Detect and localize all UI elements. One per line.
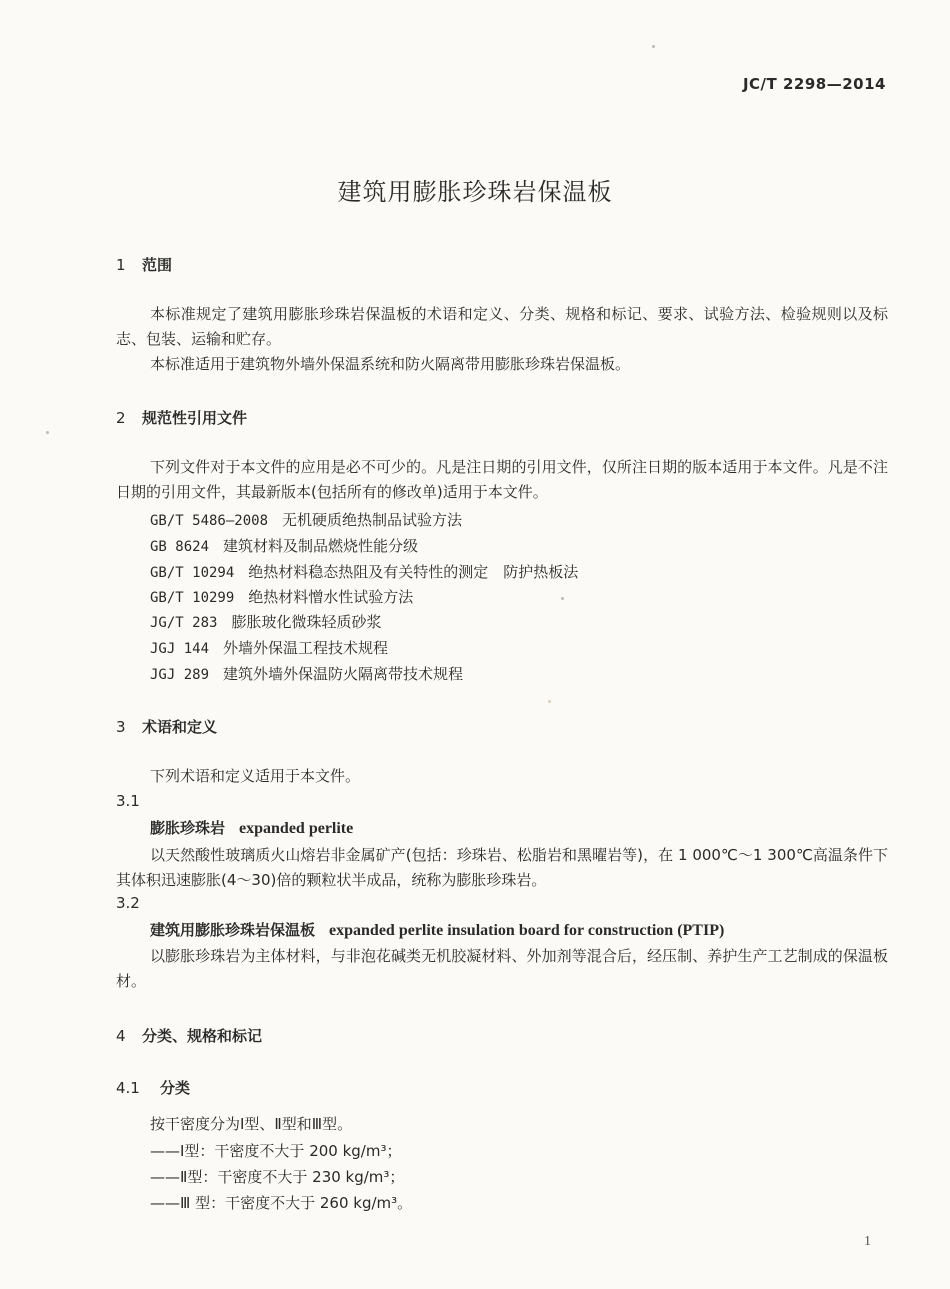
scan-speck [46,431,49,434]
section-3-intro: 下列术语和定义适用于本文件。 [150,767,361,785]
scan-speck [561,597,564,600]
scan-speck [652,45,655,48]
reference-title: 建筑外墙外保温防火隔离带技术规程 [223,665,464,683]
section-1-paragraph-1: 本标准规定了建筑用膨胀珍珠岩保温板的术语和定义、分类、规格和标记、要求、试验方法、检验规则以及标志、包装、运输和贮存。 [116,305,888,348]
term-3-2-heading [150,919,724,940]
page-number: 1 [864,1234,871,1249]
standard-code: JC/T 2298—2014 [742,75,886,93]
reference-title: 绝热材料憎水性试验方法 [248,588,414,606]
reference-item [150,561,578,582]
reference-code: GB/T 10299 [150,590,235,606]
section-1-heading [116,254,172,275]
section-3-number: 3 [116,718,126,736]
reference-code: GB 8624 [150,539,210,555]
subsection-4-1-heading [116,1077,190,1098]
reference-code: GB/T 10294 [150,565,235,581]
reference-item [150,611,381,632]
scan-speck [548,700,551,703]
section-4-heading [116,1025,262,1046]
reference-title: 绝热材料稳态热阻及有关特性的测定 防护热板法 [248,563,579,581]
term-3-1-chinese: 膨胀珍珠岩 [150,819,226,837]
classification-item: ——Ⅲ 型：干密度不大于 260 kg/m³。 [150,1194,413,1212]
section-3-title: 术语和定义 [142,718,218,736]
term-3-2-chinese: 建筑用膨胀珍珠岩保温板 [150,921,316,939]
term-3-1-number: 3.1 [116,792,140,810]
reference-title: 外墙外保温工程技术规程 [223,639,389,657]
reference-item [150,663,463,684]
section-4-number: 4 [116,1027,126,1045]
reference-code: JGJ 289 [150,667,210,683]
term-3-2-definition: 以膨胀珍珠岩为主体材料，与非泡花碱类无机胶凝材料、外加剂等混合后，经压制、养护生产工艺制成的保温板材。 [116,947,888,990]
reference-title: 膨胀玻化微珠轻质砂浆 [231,613,382,631]
reference-title: 无机硬质绝热制品试验方法 [282,511,463,529]
section-3-heading [116,716,217,737]
classification-intro: 按干密度分为Ⅰ型、Ⅱ型和Ⅲ型。 [150,1115,353,1133]
classification-item: ——Ⅱ型：干密度不大于 230 kg/m³； [150,1168,405,1186]
section-4-title: 分类、规格和标记 [142,1027,263,1045]
document-title: 建筑用膨胀珍珠岩保温板 [337,178,613,206]
reference-code: JGJ 144 [150,641,210,657]
term-3-1-definition: 以天然酸性玻璃质火山熔岩非金属矿产(包括：珍珠岩、松脂岩和黑曜岩等)，在 1 000℃～1 300℃高温条件下其体积迅速膨胀(4～30)倍的颗粒状半成品，统称为膨胀珍珠岩。 [116,846,888,889]
section-2-heading [116,407,247,428]
term-3-2-number: 3.2 [116,894,140,912]
reference-item [150,586,413,607]
term-3-1-english: expanded perlite [239,820,354,837]
reference-code: JG/T 283 [150,615,218,631]
subsection-4-1-title: 分类 [160,1079,191,1097]
term-3-2-english: expanded perlite insulation board for construction (PTIP) [329,922,725,939]
reference-item [150,535,418,556]
section-2-number: 2 [116,409,126,427]
reference-item [150,637,388,658]
reference-code: GB/T 5486—2008 [150,513,269,529]
section-1-paragraph-2: 本标准适用于建筑物外墙外保温系统和防火隔离带用膨胀珍珠岩保温板。 [150,355,631,373]
classification-item: ——Ⅰ型：干密度不大于 200 kg/m³； [150,1142,402,1160]
subsection-4-1-number: 4.1 [116,1079,140,1097]
section-1-number: 1 [116,256,126,274]
section-2-intro: 下列文件对于本文件的应用是必不可少的。凡是注日期的引用文件，仅所注日期的版本适用于本文件。凡是不注日期的引用文件，其最新版本(包括所有的修改单)适用于本文件。 [116,458,888,501]
section-1-title: 范围 [142,256,173,274]
reference-item [150,509,462,530]
term-3-1-heading [150,817,353,838]
section-2-title: 规范性引用文件 [142,409,248,427]
reference-title: 建筑材料及制品燃烧性能分级 [223,537,419,555]
